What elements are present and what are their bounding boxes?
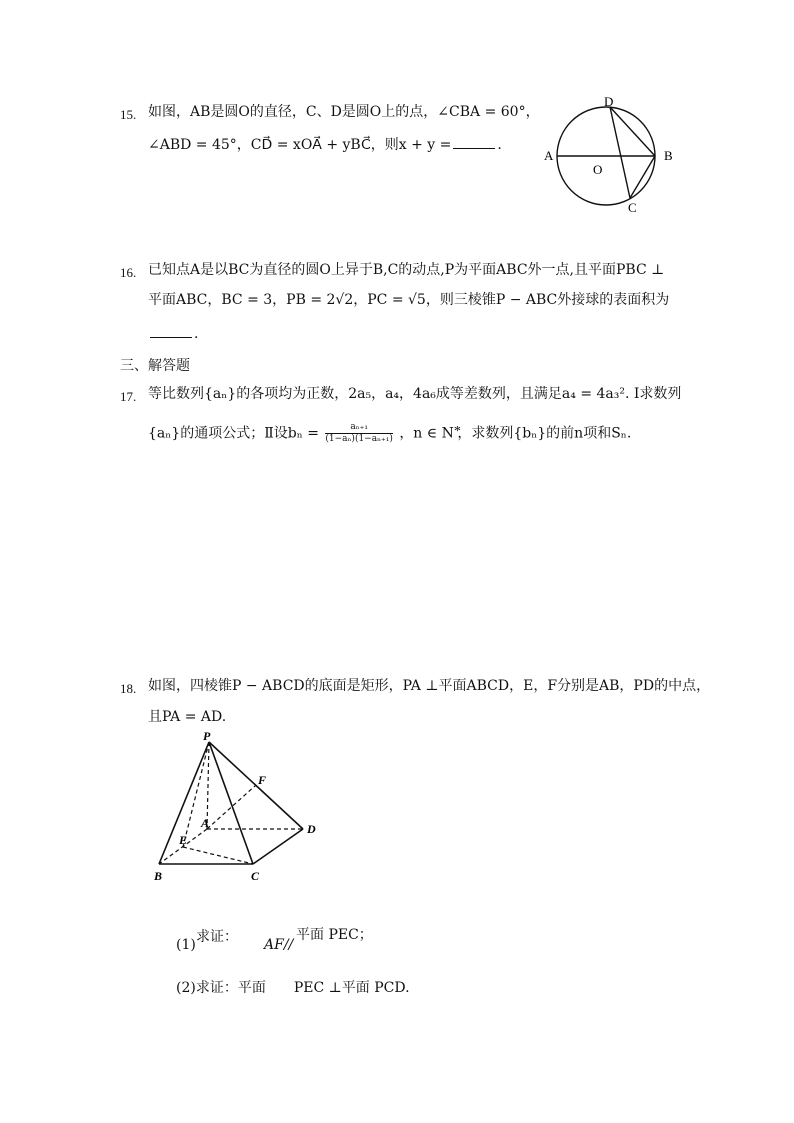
q18-number: 18. — [120, 681, 137, 696]
q18-sub2-a: 求证：平面 — [195, 980, 266, 996]
q16-line1: 已知点A是以BC为直径的圆O上异于B,C的动点,P为平面ABC外一点,且平面PBC ⊥ — [148, 262, 665, 278]
q15-circle-figure — [538, 92, 678, 220]
chord-bc — [630, 156, 655, 198]
q18-sub1-b: AF// — [264, 937, 294, 953]
q18-sub2-prefix: (2) — [176, 980, 196, 996]
q15-line2-text: ∠ABD = 45°，CD⃗ = xOA⃗ + yBC⃗，则x + y = — [148, 137, 452, 153]
q17-line2-a: {aₙ}的通项公式；Ⅱ设bₙ = — [148, 425, 319, 442]
label-b: B — [154, 869, 163, 883]
label-c: C — [628, 200, 637, 215]
q17-line1: 等比数列{aₙ}的各项均为正数，2a₅，a₄，4a₆成等差数列，且满足a₄ = 4a₃². Ⅰ求数列 — [148, 386, 682, 402]
label-o: O — [593, 162, 603, 177]
q16-end: . — [194, 326, 199, 342]
q15-line2 — [148, 134, 502, 155]
label-a: A — [201, 816, 210, 830]
section-title: 三、解答题 — [120, 358, 190, 374]
label-e: E — [179, 833, 188, 847]
q17-number: 17. — [120, 389, 137, 404]
q16-line3 — [148, 323, 198, 344]
q16-line2: 平面ABC，BC = 3，PB = 2√2，PC = √5，则三棱锥P − ABC外接球的表面积为 — [148, 292, 670, 308]
q18-line2: 且PA = AD. — [148, 709, 227, 725]
q15-answer-blank — [453, 134, 495, 149]
q15-number: 15. — [120, 107, 137, 122]
q18-line1: 如图，四棱锥P − ABCD的底面是矩形，PA ⊥平面ABCD，E，F分别是AB，PD的中点， — [148, 678, 711, 694]
q18-sub1-c: 平面 PEC； — [296, 927, 373, 943]
q18-sub1-a: 求证： — [196, 929, 238, 945]
label-a: A — [544, 148, 554, 163]
label-b: B — [664, 148, 673, 163]
q17-line2-b: ，n ∈ N ⃰，求数列{bₙ}的前n项和Sₙ. — [399, 425, 632, 442]
q16-number: 16. — [120, 265, 137, 280]
label-p: P — [203, 730, 211, 743]
q18-pyramid-figure — [145, 730, 335, 890]
q18-sub2 — [176, 978, 410, 998]
q17-line2 — [148, 422, 631, 445]
q17-frac-den: (1−aₙ)(1−aₙ₊₁) — [325, 434, 393, 444]
label-c: C — [251, 869, 260, 883]
q15-end: . — [497, 137, 502, 153]
figure-background — [145, 730, 335, 890]
label-d: D — [604, 94, 614, 109]
q17-fraction — [325, 422, 392, 445]
q18-sub1-prefix: (1) — [176, 937, 196, 953]
chord-dc — [610, 107, 630, 198]
label-d: D — [307, 822, 316, 836]
q15-line1: 如图，AB是圆O的直径，C、D是圆O上的点，∠CBA = 60°， — [148, 104, 540, 120]
label-f: F — [258, 773, 267, 787]
q17-frac-num: aₙ₊₁ — [325, 422, 392, 434]
q18-sub2-b: PEC ⊥平面 PCD. — [293, 980, 410, 996]
q16-answer-blank — [150, 323, 192, 338]
